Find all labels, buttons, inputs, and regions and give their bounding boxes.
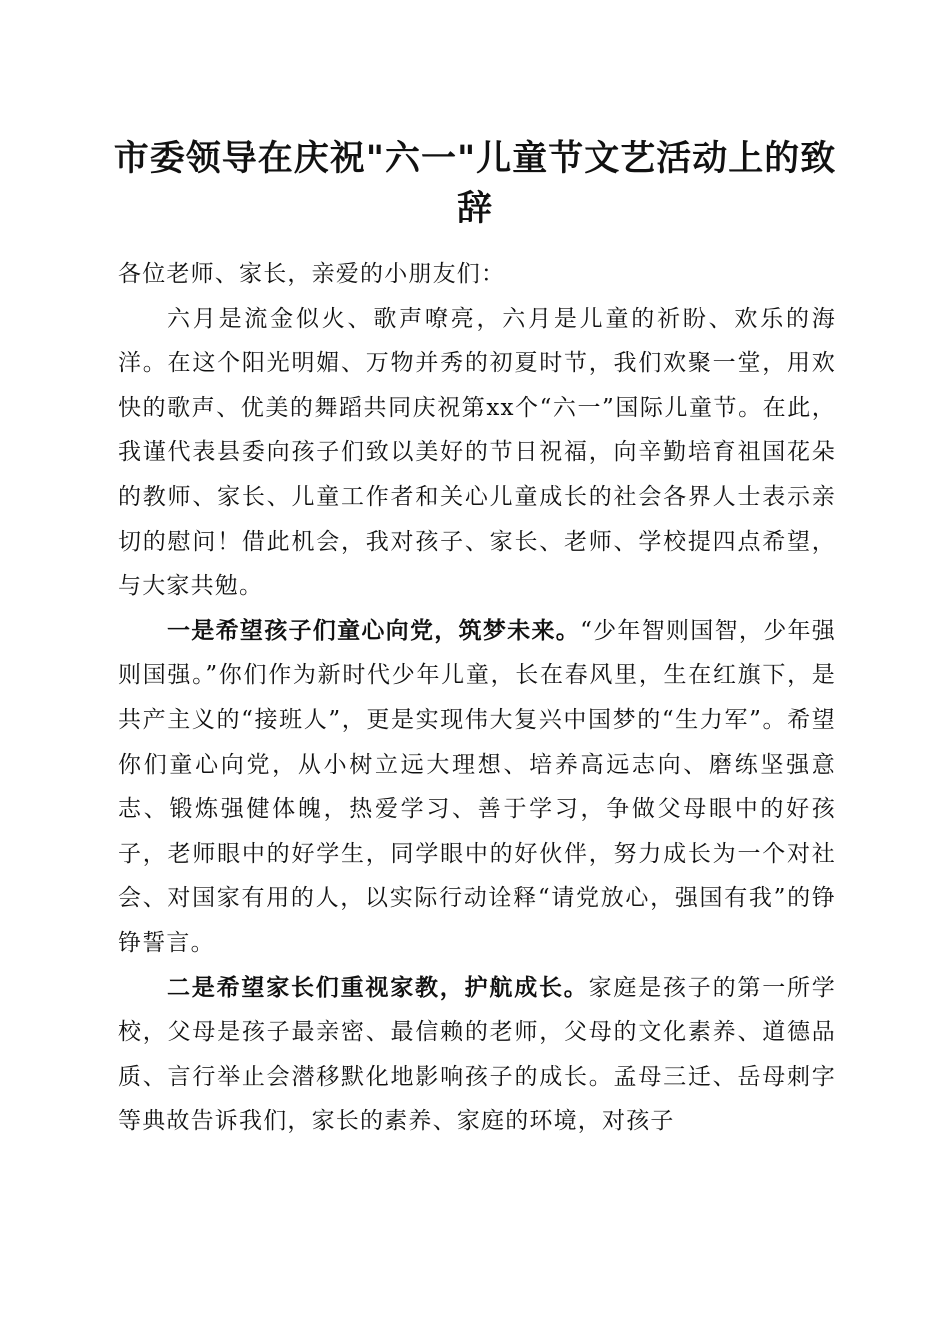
paragraph-lead: 二是希望家长们重视家教，护航成长。 xyxy=(167,974,589,1001)
paragraph-text: “少年智则国智，少年强则国强。”你们作为新时代少年儿童，长在春风里，生在红旗下，是共产主义的“接班人”，更是实现伟大复兴中国梦的“生力军”。希望你们童心向党，从小树立远大理想、培养高远志向、磨练坚强意志、锻炼强健体魄，热爱学习、善于学习，争做父母眼中的好孩子，老师眼中的好学生，同学眼中的好伙伴，努力成长为一个对社会、对国家有用的人，以实际行动诠释“请党放心，强国有我”的铮铮誓言。 xyxy=(118,617,836,956)
salutation: 各位老师、家长，亲爱的小朋友们： xyxy=(118,261,506,287)
document-body xyxy=(118,252,836,1144)
paragraph-point-two xyxy=(118,966,836,1144)
paragraph-text: 家庭是孩子的第一所学校，父母是孩子最亲密、最信赖的老师，父母的文化素养、道德品质、言行举止会潜移默化地影响孩子的成长。孟母三迁、岳母刺字等典故告诉我们，家长的素养、家庭的环境，对孩子 xyxy=(118,974,837,1135)
paragraph-text: 六月是流金似火、歌声嘹亮，六月是儿童的祈盼、欢乐的海洋。在这个阳光明媚、万物并秀的初夏时节，我们欢聚一堂，用欢快的歌声、优美的舞蹈共同庆祝第xx个“六一”国际儿童节。在此，我谨代表县委向孩子们致以美好的节日祝福，向辛勤培育祖国花朵的教师、家长、儿童工作者和关心儿童成长的社会各界人士表示亲切的慰问！借此机会，我对孩子、家长、老师、学校提四点希望，与大家共勉。 xyxy=(118,305,836,600)
paragraph-point-one xyxy=(118,609,836,966)
paragraph-intro xyxy=(118,297,836,609)
document-title: 市委领导在庆祝"六一"儿童节文艺活动上的致辞 xyxy=(113,138,837,229)
paragraph-lead: 一是希望孩子们童心向党，筑梦未来。 xyxy=(167,617,581,644)
